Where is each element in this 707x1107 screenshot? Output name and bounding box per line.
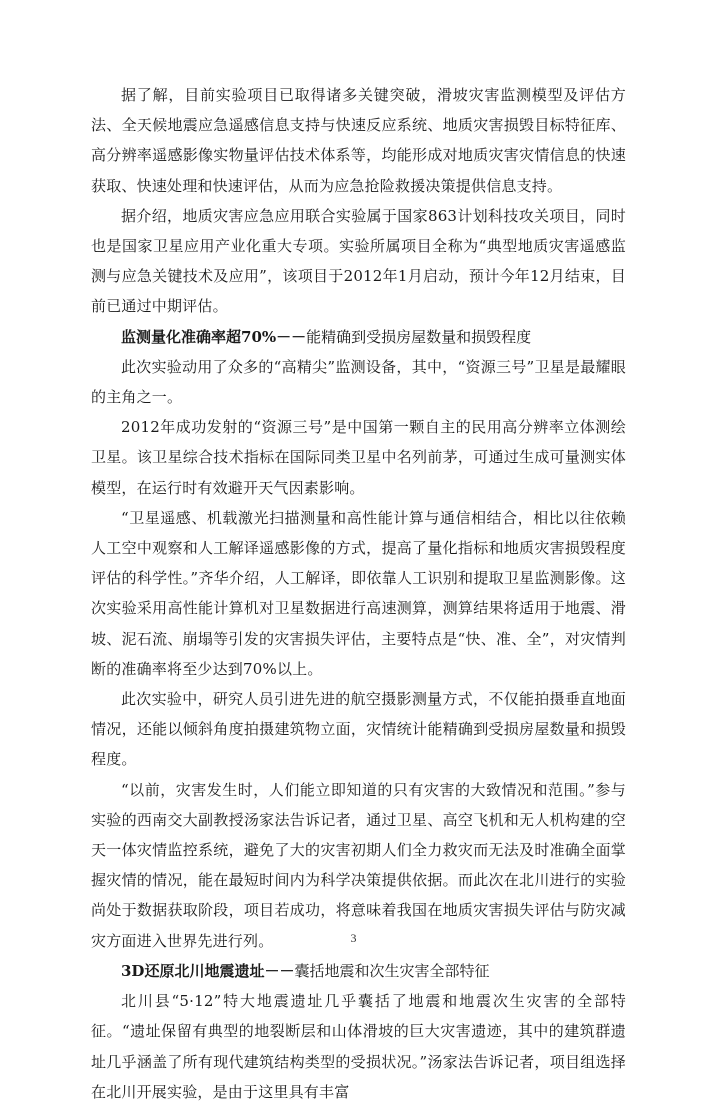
paragraph-achievements: 据了解，目前实验项目已取得诸多关键突破，滑坡灾害监测模型及评估方法、全天候地震应急遥感信息支持与快速反应系统、地质灾害损毁目标特征库、高分辨率遥感影像实物量评估技术体系等，均能形成对地质灾害灾情信息的快速获取、快速处理和快速评估，从而为应急抢险救援决策提供信息支持。 bbox=[91, 86, 626, 195]
page-number: 3 bbox=[350, 931, 357, 945]
paragraph-remote-sensing: “卫星遥感、机载激光扫描测量和高性能计算与通信相结合，相比以往依赖人工空中观察和人工解译遥感影像的方式，提高了量化指标和地质灾害损毁程度评估的科学性。”齐华介绍，人工解译，即依靠人工识别和提取卫星监测影像。这次实验采用高性能计算机对卫星数据进行高速测算，测算结果将适用于地震、滑坡、泥石流、崩塌等引发的灾害损失评估，主要特点是“快、准、全”，对灾情判断的准确率将至少达到70%以上。 bbox=[91, 508, 626, 678]
paragraph-equipment: 此次实验动用了众多的“高精尖”监测设备，其中，“资源三号”卫星是最耀眼的主角之一。 bbox=[91, 357, 626, 407]
document-body bbox=[91, 80, 626, 1107]
paragraph-beichuan-site: 北川县“5·12”特大地震遗址几乎囊括了地震和地震次生灾害的全部特征。“遗址保留有典型的地裂断层和山体滑坡的巨大灾害遗迹，其中的建筑群遗址几乎涵盖了所有现代建筑结构类型的受损状况。”汤家法告诉记者，项目组选择在北川开展实验，是由于这里具有丰富 bbox=[91, 992, 626, 1101]
section-heading-monitoring-bold: 监测量化准确率超70%－－ bbox=[121, 327, 307, 346]
section-heading-3d-bold: 3D还原北川地震遗址－－ bbox=[121, 961, 295, 980]
paragraph-aerial-photography: 此次实验中，研究人员引进先进的航空摄影测量方式，不仅能拍摄垂直地面情况，还能以倾斜角度拍摄建筑物立面，灾情统计能精确到受损房屋数量和损毁程度。 bbox=[91, 690, 626, 769]
paragraph-satellite: 2012年成功发射的“资源三号”是中国第一颗自主的民用高分辨率立体测绘卫星。该卫星综合技术指标在国际同类卫星中名列前茅，可通过生成可量测实体模型，在运行时有效避开天气因素影响。 bbox=[91, 418, 626, 497]
paragraph-expert-quote: “以前，灾害发生时，人们能立即知道的只有灾害的大致情况和范围。”参与实验的西南交大副教授汤家法告诉记者，通过卫星、高空飞机和无人机构建的空天一体灾情监控系统，避免了大的灾害初期人们全力救灾而无法及时准确全面掌握灾情的情况，能在最短时间内为科学决策提供依据。而此次在北川进行的实验尚处于数据获取阶段，项目若成功，将意味着我国在地质灾害损失评估与防灾减灾方面进入世界先进行列。 bbox=[91, 780, 626, 950]
section-heading-monitoring bbox=[91, 322, 626, 352]
section-heading-3d bbox=[91, 956, 626, 986]
section-heading-3d-rest: 囊括地震和次生灾害全部特征 bbox=[294, 961, 490, 980]
paragraph-project-intro: 据介绍，地质灾害应急应用联合实验属于国家863计划科技攻关项目，同时也是国家卫星应用产业化重大专项。实验所属项目全称为“典型地质灾害遥感监测与应急关键技术及应用”，该项目于2012年1月启动，预计今年12月结束，目前已通过中期评估。 bbox=[91, 206, 626, 316]
section-heading-monitoring-rest: 能精确到受损房屋数量和损毁程度 bbox=[306, 327, 532, 346]
